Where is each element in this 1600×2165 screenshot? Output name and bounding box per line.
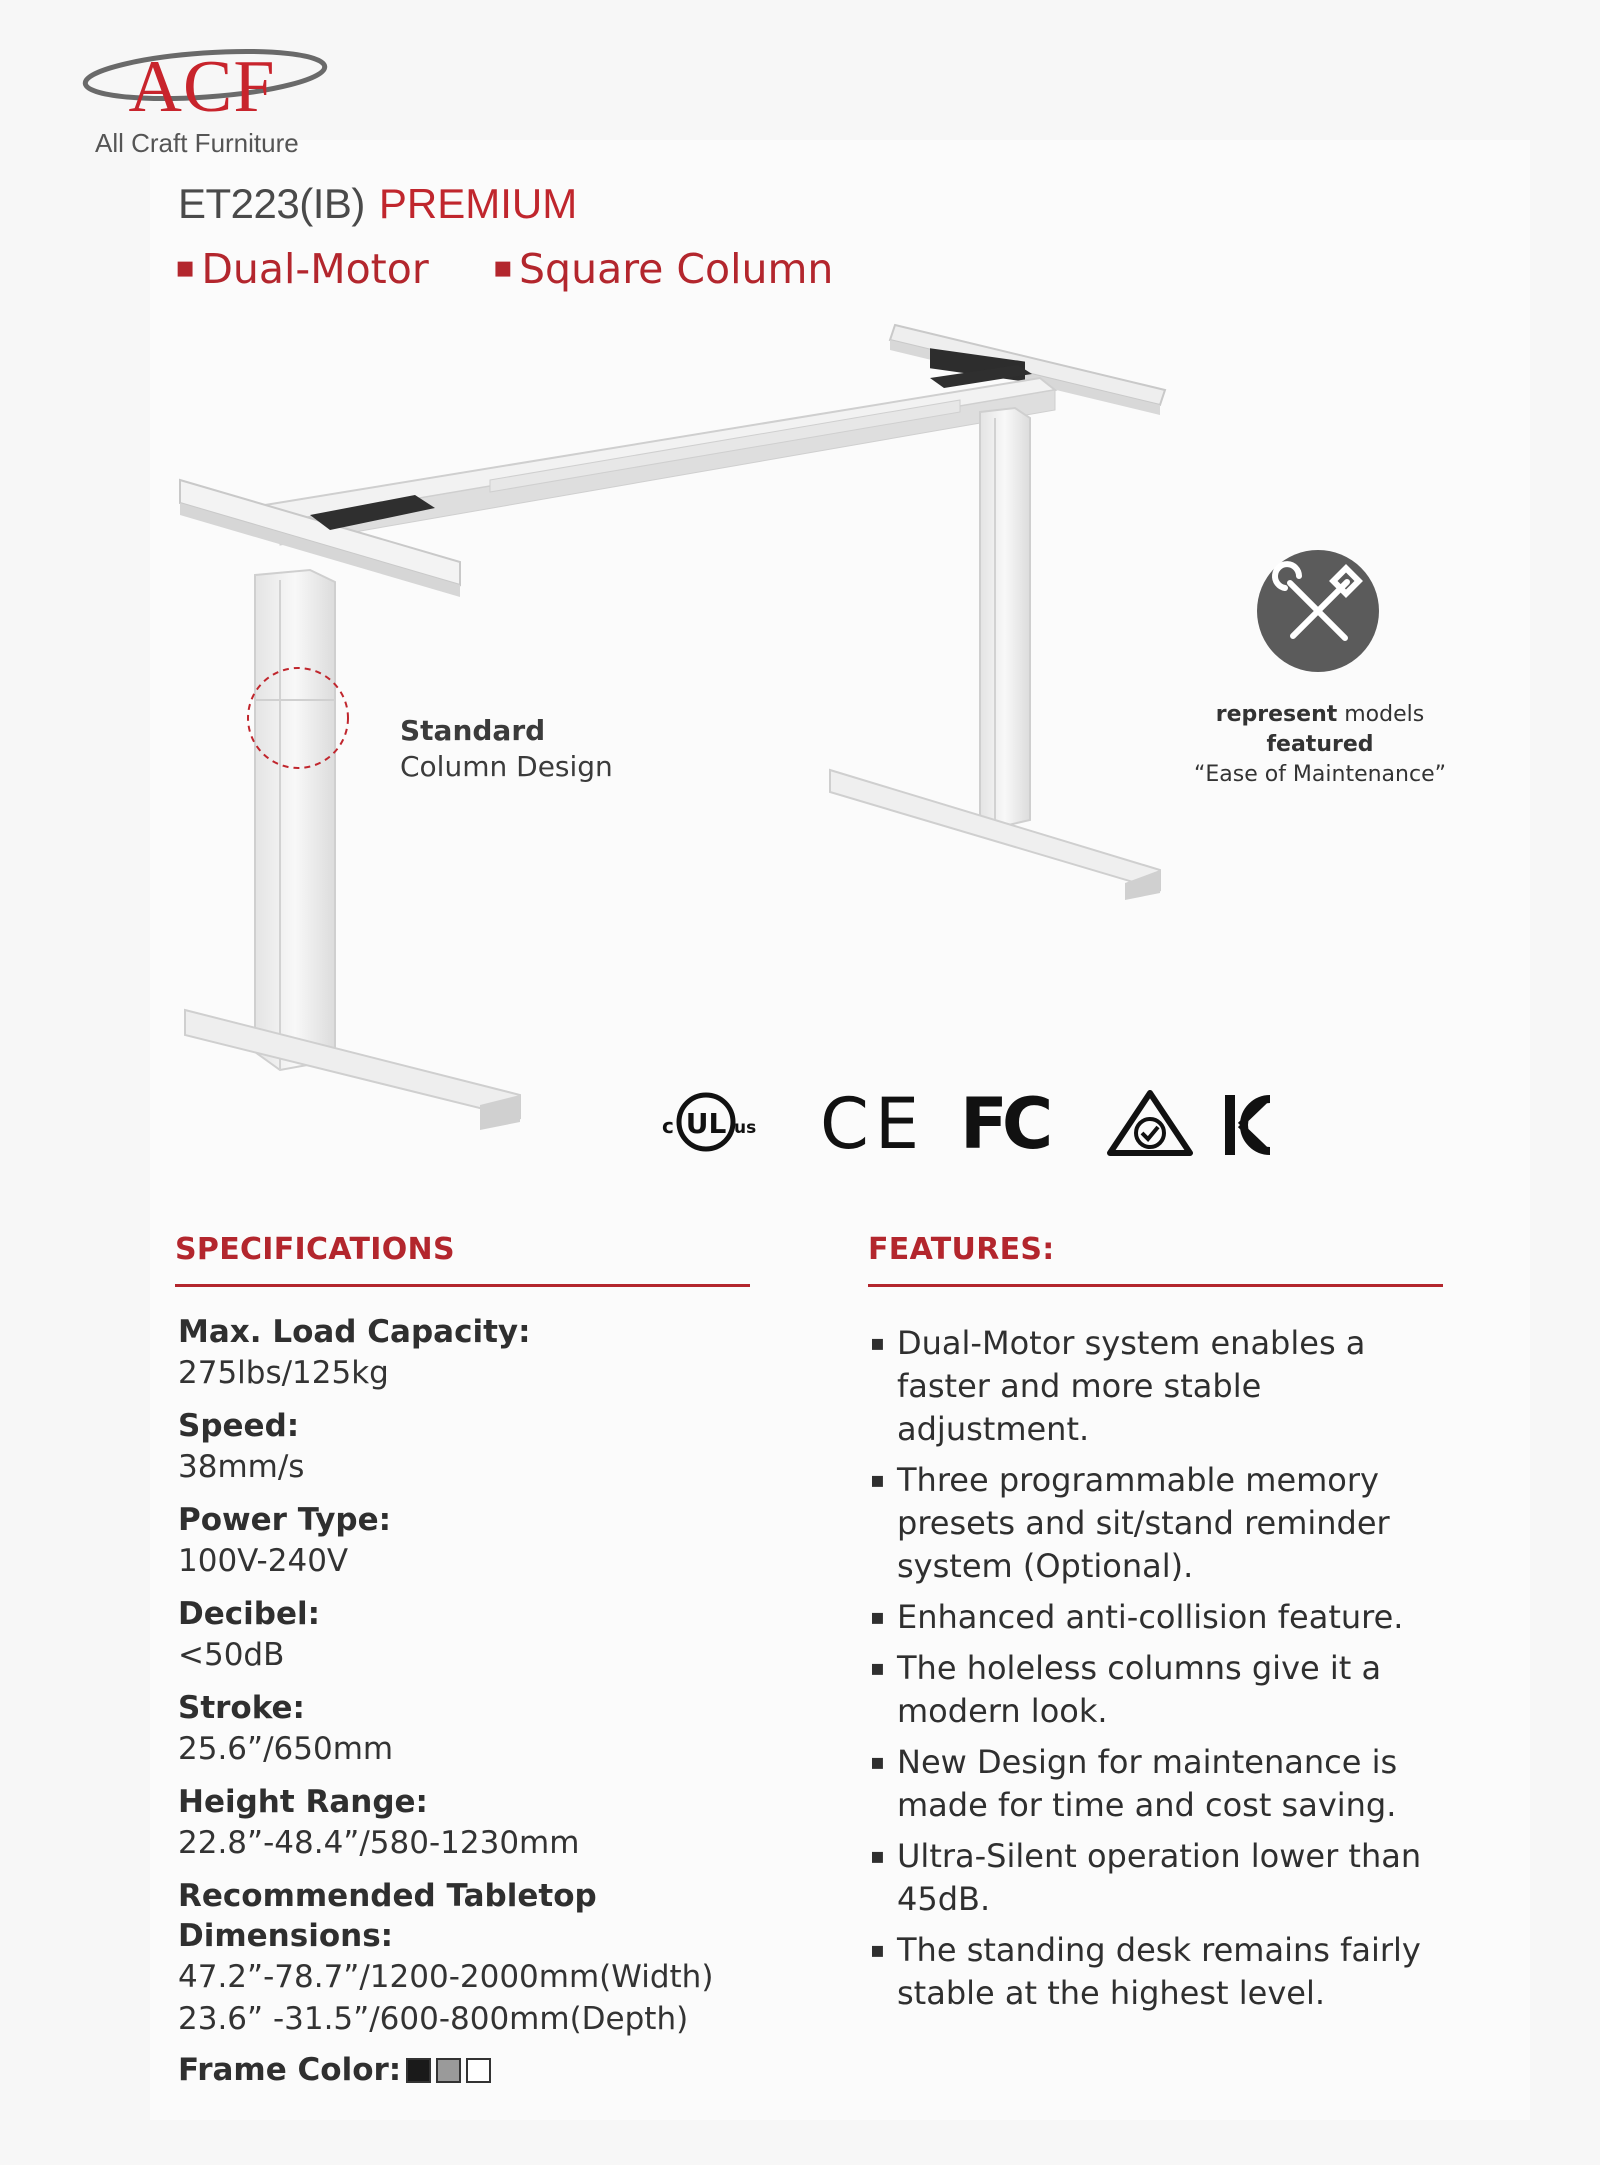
spec-value: 25.6”/650mm <box>178 1731 394 1767</box>
specifications-list <box>178 1312 798 2088</box>
callout-title: Standard <box>400 714 546 747</box>
specifications-heading: SPECIFICATIONS <box>175 1232 455 1267</box>
tools-icon <box>1255 548 1381 674</box>
svg-text:us: us <box>734 1118 757 1138</box>
svg-text:c: c <box>662 1114 674 1138</box>
cert-fcc-logo: FC <box>960 1083 1048 1165</box>
feature-item: ▪ Ultra-Silent operation lower than 45dB. <box>862 1835 1462 1921</box>
maintenance-note <box>1155 700 1485 790</box>
features-divider <box>868 1284 1443 1287</box>
brand-name: All Craft Furniture <box>95 128 299 158</box>
spec-label: Power Type: <box>178 1502 392 1538</box>
feature-item: ▪ Enhanced anti-collision feature. <box>862 1596 1462 1639</box>
maintenance-line1-rest: models <box>1344 702 1425 727</box>
spec-label: Speed: <box>178 1408 300 1444</box>
product-title <box>178 180 577 228</box>
cert-ce-logo: CE <box>820 1083 926 1165</box>
spec-value: 100V-240V <box>178 1543 349 1579</box>
callout-subtitle: Column Design <box>400 750 613 783</box>
spec-item <box>178 1500 798 1582</box>
spec-value: 47.2”-78.7”/1200-2000mm(Width) 23.6” -31.5”/600-800mm(Depth) <box>178 1959 714 2037</box>
feature-item: ▪ Three programmable memory presets and sit/stand reminder system (Optional). <box>862 1459 1462 1588</box>
feature-item: ▪ Dual-Motor system enables a faster and more stable adjustment. <box>862 1322 1462 1451</box>
spec-label: Recommended Tabletop Dimensions: <box>178 1878 597 1954</box>
frame-color-row <box>178 2052 798 2088</box>
spec-item <box>178 1782 798 1864</box>
acf-logo-mark <box>80 45 340 135</box>
svg-text:UL: UL <box>685 1107 727 1140</box>
spec-item <box>178 1406 798 1488</box>
spec-label: Max. Load Capacity: <box>178 1314 531 1350</box>
frame-color-swatch-white <box>466 2058 491 2083</box>
model-code: ET223(IB) <box>178 180 365 227</box>
brand-logo <box>80 45 340 165</box>
frame-color-swatch-grey <box>436 2058 461 2083</box>
product-tags <box>175 245 897 293</box>
cert-ul-logo <box>662 1095 756 1149</box>
tag-square-column: ▪ Square Column <box>493 245 834 293</box>
certification-logos <box>650 1075 1300 1165</box>
svg-text:ACF: ACF <box>128 46 276 128</box>
spec-item <box>178 1688 798 1770</box>
model-tier: PREMIUM <box>378 180 578 227</box>
tag-dual-motor: ▪ Dual-Motor <box>175 245 429 293</box>
spec-value: 38mm/s <box>178 1449 305 1485</box>
frame-color-label: Frame Color: <box>178 2052 402 2088</box>
spec-item <box>178 1876 798 2040</box>
frame-color-swatch-black <box>406 2058 431 2083</box>
column-design-callout <box>400 713 613 785</box>
desk-frame-illustration <box>160 300 1210 1180</box>
spec-value: 275lbs/125kg <box>178 1355 389 1391</box>
cert-kc-logo <box>1225 1095 1270 1155</box>
spec-value: <50dB <box>178 1637 285 1673</box>
feature-item: ▪ The standing desk remains fairly stable at the highest level. <box>862 1929 1462 2015</box>
cert-rcm-logo <box>1110 1093 1190 1153</box>
spec-value: 22.8”-48.4”/580-1230mm <box>178 1825 580 1861</box>
maintenance-line2: featured <box>1266 732 1374 757</box>
specifications-divider <box>175 1284 750 1287</box>
spec-label: Decibel: <box>178 1596 320 1632</box>
features-list <box>862 1322 1462 2023</box>
spec-item <box>178 1594 798 1676</box>
features-heading: FEATURES: <box>868 1232 1055 1267</box>
feature-item: ▪ The holeless columns give it a modern look. <box>862 1647 1462 1733</box>
maintenance-line1-bold: represent <box>1215 702 1338 727</box>
spec-item <box>178 1312 798 1394</box>
spec-label: Stroke: <box>178 1690 305 1726</box>
feature-item: ▪ New Design for maintenance is made for time and cost saving. <box>862 1741 1462 1827</box>
spec-label: Height Range: <box>178 1784 428 1820</box>
maintenance-line3: “Ease of Maintenance” <box>1193 762 1447 787</box>
